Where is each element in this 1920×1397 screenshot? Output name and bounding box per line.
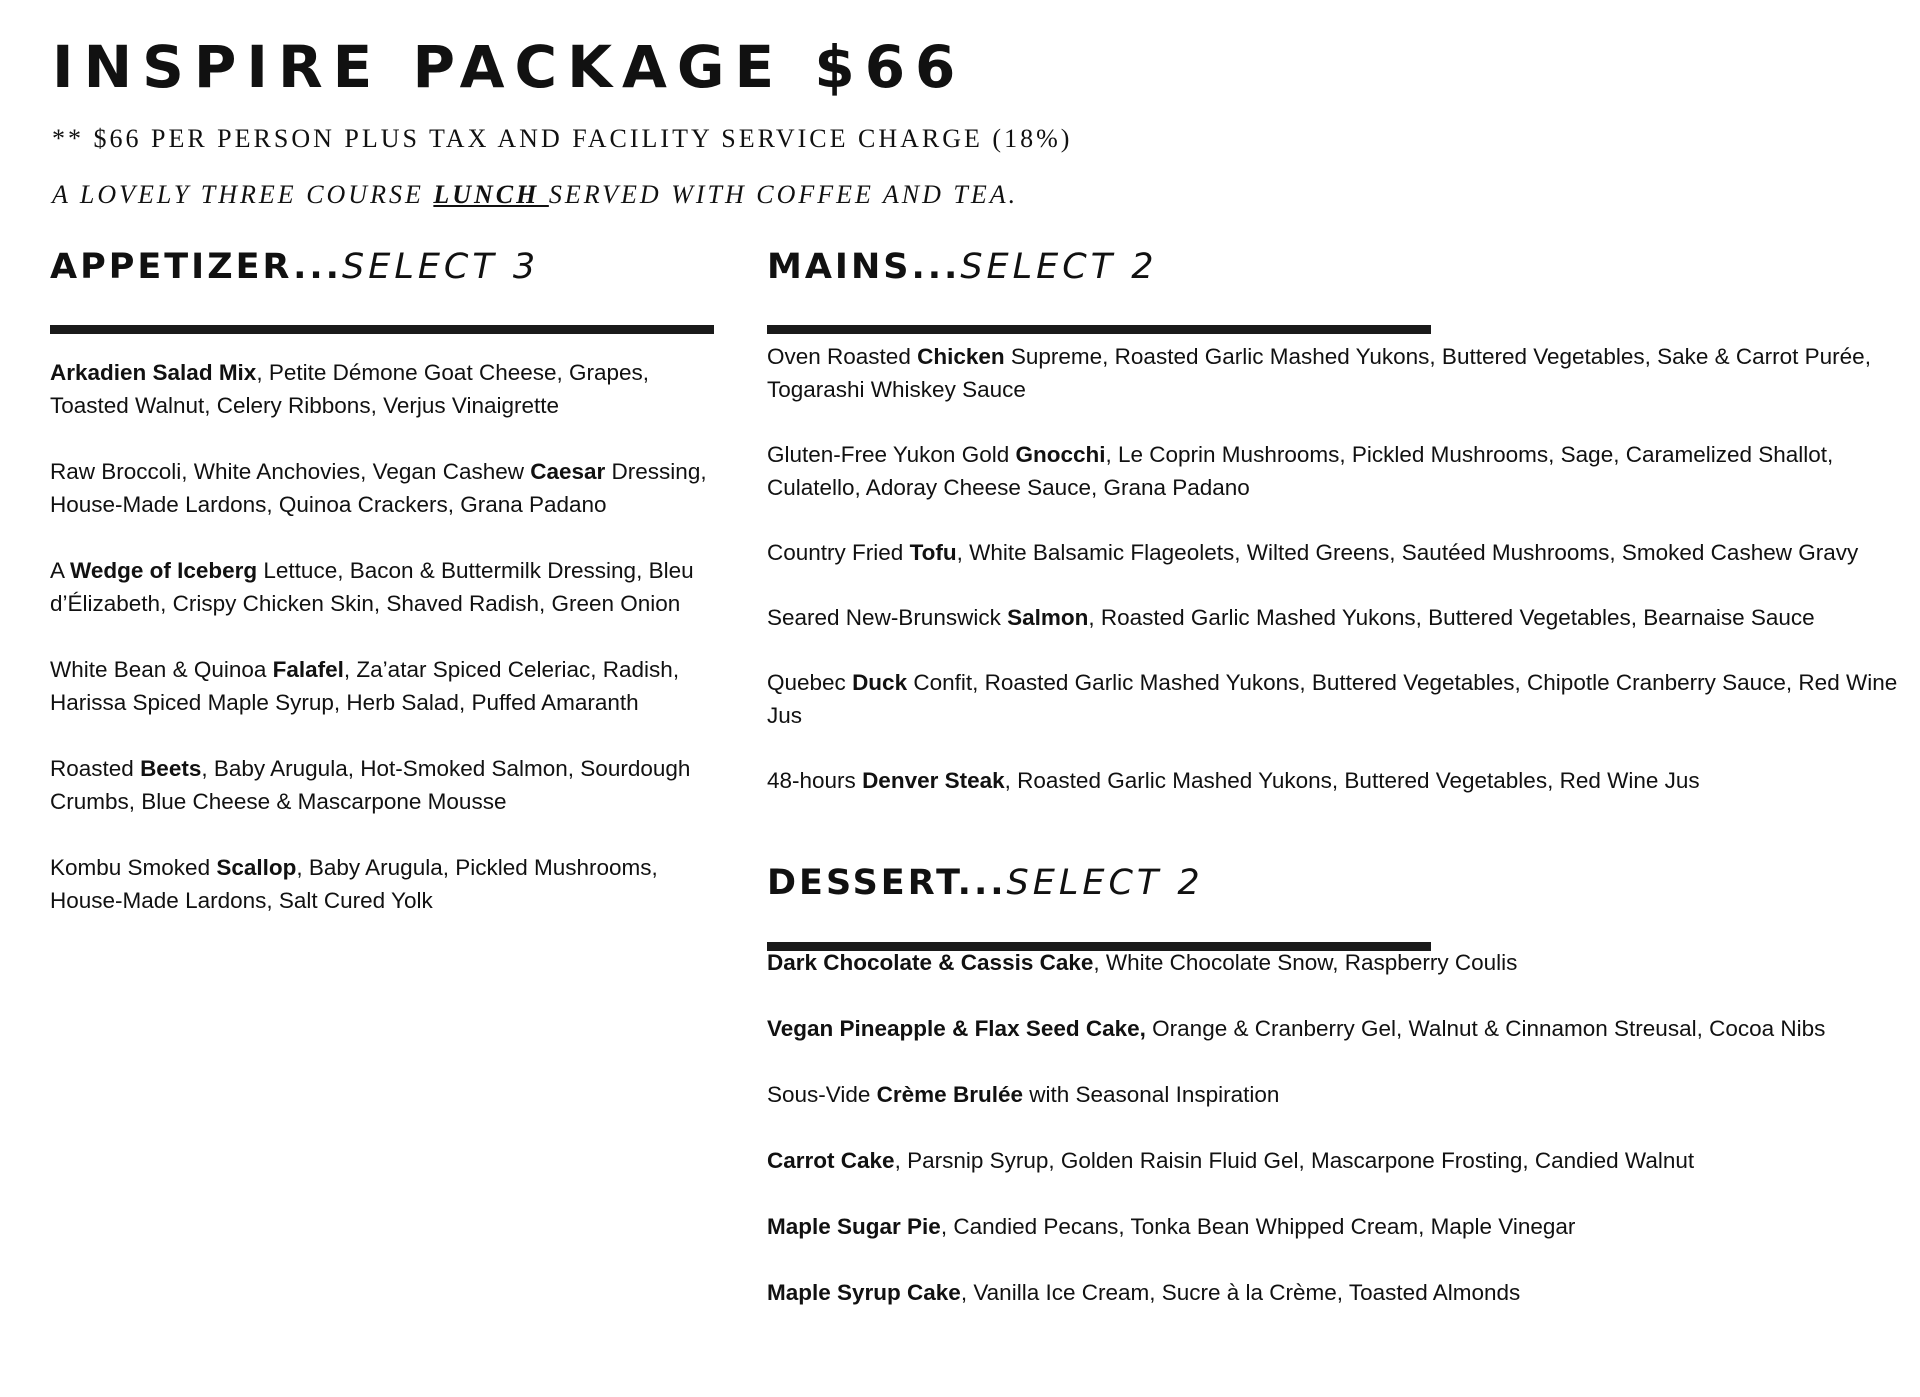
- dish-name: Vegan Pineapple & Flax Seed Cake,: [767, 1016, 1146, 1041]
- mains-item: Gluten-Free Yukon Gold Gnocchi, Le Coprin Mushrooms, Pickled Mushrooms, Sage, Caramelized Shallot, Culatello, Adoray Cheese Sauce, Grana Padano: [767, 442, 1834, 500]
- dessert-heading: [767, 862, 1204, 904]
- dish-name: Beets: [140, 756, 202, 781]
- appetizer-item: Raw Broccoli, White Anchovies, Vegan Cashew Caesar Dressing, House-Made Lardons, Quinoa Crackers, Grana Padano: [50, 459, 707, 517]
- dessert-item: Vegan Pineapple & Flax Seed Cake, Orange & Cranberry Gel, Walnut & Cinnamon Streusal, Cocoa Nibs: [767, 1016, 1826, 1041]
- dish-name: Maple Sugar Pie: [767, 1214, 941, 1239]
- dish-name: Dark Chocolate & Cassis Cake: [767, 950, 1094, 975]
- dish-name: Caesar: [530, 459, 606, 484]
- dish-name: Denver Steak: [862, 768, 1005, 793]
- dessert-item: Maple Sugar Pie, Candied Pecans, Tonka Bean Whipped Cream, Maple Vinegar: [767, 1214, 1576, 1239]
- dish-name: Scallop: [216, 855, 297, 880]
- dish-name: Wedge of Iceberg: [70, 558, 258, 583]
- dessert-item: Carrot Cake, Parsnip Syrup, Golden Raisin Fluid Gel, Mascarpone Frosting, Candied Walnut: [767, 1148, 1695, 1173]
- appetizer-item: White Bean & Quinoa Falafel, Za’atar Spiced Celeriac, Radish, Harissa Spiced Maple Syrup, Herb Salad, Puffed Amaranth: [50, 657, 680, 715]
- mains-select-count: SELECT 2: [960, 247, 1158, 287]
- page-title: INSPIRE PACKAGE $66: [52, 33, 966, 101]
- appetizer-heading-label: APPETIZER...: [50, 247, 342, 287]
- mains-list: [767, 340, 1917, 829]
- mains-item: 48-hours Denver Steak, Roasted Garlic Mashed Yukons, Buttered Vegetables, Red Wine Jus: [767, 768, 1700, 793]
- dessert-select-count: SELECT 2: [1006, 863, 1204, 903]
- dish-name: Maple Syrup Cake: [767, 1280, 961, 1305]
- dessert-item: Dark Chocolate & Cassis Cake, White Chocolate Snow, Raspberry Coulis: [767, 950, 1518, 975]
- dish-name: Carrot Cake: [767, 1148, 895, 1173]
- dish-name: Chicken: [917, 344, 1005, 369]
- mains-item: Country Fried Tofu, White Balsamic Flageolets, Wilted Greens, Sautéed Mushrooms, Smoked Cashew Gravy: [767, 540, 1859, 565]
- appetizer-item: Arkadien Salad Mix, Petite Démone Goat Cheese, Grapes, Toasted Walnut, Celery Ribbons, Verjus Vinaigrette: [50, 360, 650, 418]
- dessert-heading-label: DESSERT...: [767, 863, 1007, 903]
- price-note: ** $66 PER PERSON PLUS TAX AND FACILITY SERVICE CHARGE (18%): [52, 124, 1073, 153]
- tagline: [52, 180, 1018, 210]
- dish-name: Crème Brulée: [876, 1082, 1023, 1107]
- dish-name: Salmon: [1007, 605, 1089, 630]
- mains-heading-label: MAINS...: [767, 247, 961, 287]
- dessert-list: [767, 946, 1867, 1342]
- dish-name: Gnocchi: [1015, 442, 1106, 467]
- appetizer-list: [50, 356, 718, 950]
- tagline-start: A LOVELY THREE COURSE: [52, 180, 434, 209]
- appetizer-heading: [50, 246, 539, 288]
- tagline-end: SERVED WITH COFFEE AND TEA.: [548, 180, 1019, 209]
- appetizer-item: Roasted Beets, Baby Arugula, Hot-Smoked Salmon, Sourdough Crumbs, Blue Cheese & Mascarpone Mousse: [50, 756, 691, 814]
- mains-item: Quebec Duck Confit, Roasted Garlic Mashed Yukons, Buttered Vegetables, Chipotle Cranberry Sauce, Red Wine Jus: [767, 670, 1898, 728]
- dish-name: Duck: [852, 670, 908, 695]
- appetizer-item: Kombu Smoked Scallop, Baby Arugula, Pickled Mushrooms, House-Made Lardons, Salt Cured Yolk: [50, 855, 658, 913]
- dish-name: Arkadien Salad Mix: [50, 360, 257, 385]
- dessert-item: Sous-Vide Crème Brulée with Seasonal Inspiration: [767, 1082, 1280, 1107]
- mains-divider: [767, 325, 1431, 334]
- mains-heading: [767, 246, 1157, 288]
- appetizer-select-count: SELECT 3: [341, 247, 540, 287]
- tagline-lunch-emphasis: LUNCH: [433, 180, 549, 209]
- dish-name: Falafel: [272, 657, 344, 682]
- appetizer-divider: [50, 325, 714, 334]
- appetizer-item: A Wedge of Iceberg Lettuce, Bacon & Buttermilk Dressing, Bleu d’Élizabeth, Crispy Chicken Skin, Shaved Radish, Green Onion: [50, 558, 694, 616]
- dish-name: Tofu: [909, 540, 957, 565]
- mains-item: Oven Roasted Chicken Supreme, Roasted Garlic Mashed Yukons, Buttered Vegetables, Sake & Carrot Purée, Togarashi Whiskey Sauce: [767, 344, 1871, 402]
- dessert-item: Maple Syrup Cake, Vanilla Ice Cream, Sucre à la Crème, Toasted Almonds: [767, 1280, 1521, 1305]
- mains-item: Seared New-Brunswick Salmon, Roasted Garlic Mashed Yukons, Buttered Vegetables, Bearnaise Sauce: [767, 605, 1815, 630]
